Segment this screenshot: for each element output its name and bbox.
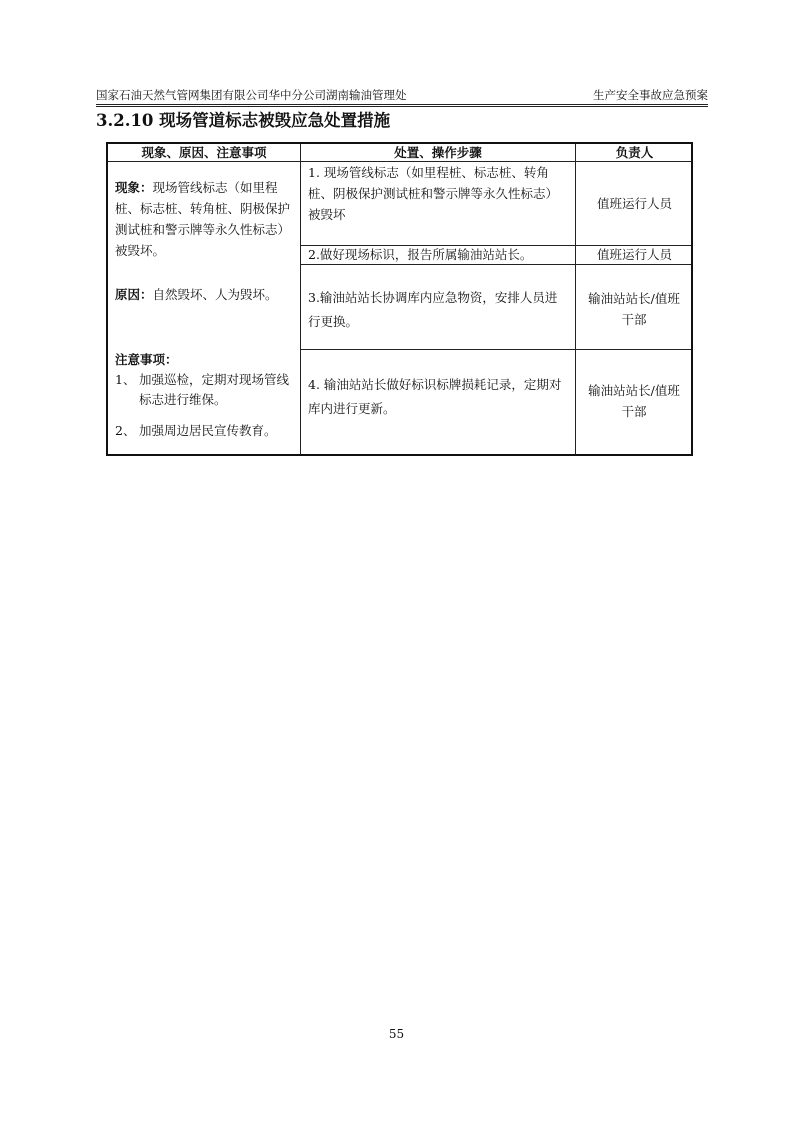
page-header (96, 84, 708, 105)
note-number: 1、 (115, 372, 136, 387)
phenomenon-text: 现场管线标志（如里程桩、标志桩、转角桩、阴极保护测试桩和警示牌等永久性标志）被毁坏。 (115, 180, 291, 258)
step-2: 2.做好现场标识，报告所属输油站站长。 (308, 247, 533, 262)
header-organization: 国家石油天然气管网集团有限公司华中分公司湖南输油管理处 (96, 88, 407, 102)
note-item (115, 370, 295, 410)
person-3: 输油站站长/值班干部 (588, 291, 680, 327)
note-text: 加强巡检，定期对现场管线标志进行维保。 (139, 372, 290, 407)
section-title: 3.2.10 现场管道标志被毁应急处置措施 (96, 111, 391, 130)
row-divider (300, 264, 691, 265)
cause-label: 原因： (115, 287, 153, 302)
phenomenon-block (115, 177, 295, 261)
person-4: 输油站站长/值班干部 (588, 383, 680, 419)
phenomenon-label: 现象： (115, 180, 153, 195)
note-item (115, 421, 295, 441)
column-divider (300, 144, 301, 454)
cause-block (115, 284, 295, 305)
page-number: 55 (388, 1027, 405, 1041)
emergency-table (106, 142, 693, 456)
header-document-title: 生产安全事故应急预案 (593, 88, 708, 102)
note-text: 加强周边居民宣传教育。 (139, 423, 277, 438)
column-header-phenomenon: 现象、原因、注意事项 (141, 145, 267, 160)
column-divider (575, 144, 576, 454)
cause-text: 自然毁坏、人为毁坏。 (152, 287, 278, 302)
person-1: 值班运行人员 (596, 196, 672, 211)
column-header-steps: 处置、操作步骤 (394, 145, 482, 160)
step-1: 1. 现场管线标志（如里程桩、标志桩、转角桩、阴极保护测试桩和警示牌等永久性标志）被毁坏 (308, 165, 559, 222)
person-2: 值班运行人员 (596, 247, 672, 262)
step-4: 4. 输油站站长做好标识标牌损耗记录，定期对库内进行更新。 (308, 377, 562, 416)
step-3: 3.输油站站长协调库内应急物资，安排人员进行更换。 (308, 290, 558, 329)
notes-label: 注意事项： (115, 352, 178, 367)
column-header-person: 负责人 (615, 145, 654, 160)
row-divider (300, 349, 691, 350)
note-number: 2、 (115, 423, 136, 438)
